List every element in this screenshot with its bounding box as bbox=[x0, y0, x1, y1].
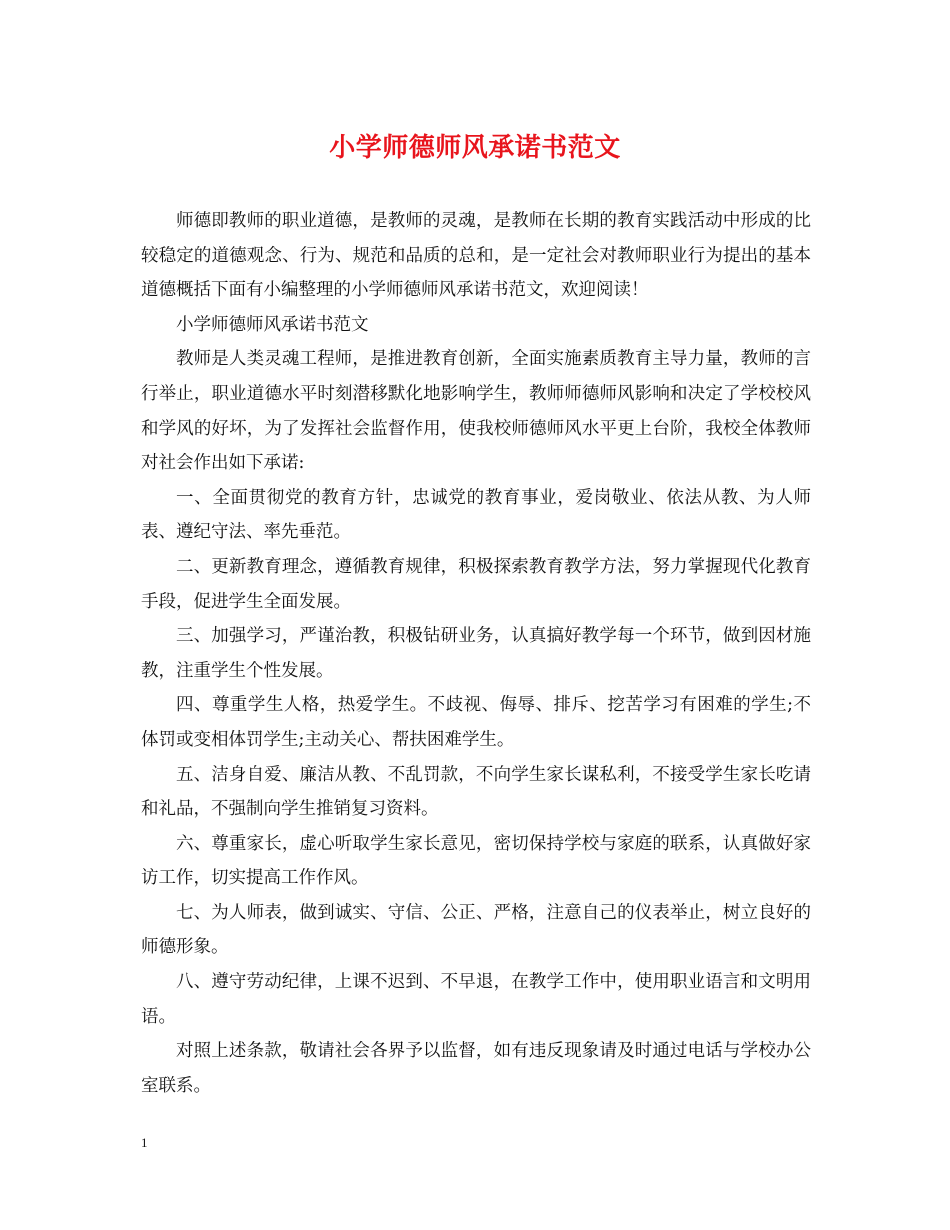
paragraph-item-5: 五、洁身自爱、廉洁从教、不乱罚款，不向学生家长谋私利，不接受学生家长吃请和礼品，不强制向学生推销复习资料。 bbox=[141, 764, 811, 820]
paragraph-preamble: 教师是人类灵魂工程师，是推进教育创新，全面实施素质教育主导力量，教师的言行举止，职业道德水平时刻潜移默化地影响学生，教师师德师风影响和决定了学校校风和学风的好坏，为了发挥社会监督作用，使我校师德师风水平更上台阶，我校全体教师对社会作出如下承诺: bbox=[141, 349, 811, 474]
paragraph-item-2: 二、更新教育理念，遵循教育规律，积极探索教育教学方法，努力掌握现代化教育手段，促进学生全面发展。 bbox=[141, 556, 811, 612]
paragraph-item-1: 一、全面贯彻党的教育方针，忠诚党的教育事业，爱岗敬业、依法从教、为人师表、遵纪守法、率先垂范。 bbox=[141, 487, 811, 543]
paragraph-item-4: 四、尊重学生人格，热爱学生。不歧视、侮辱、排斥、挖苦学习有困难的学生;不体罚或变相体罚学生;主动关心、帮扶困难学生。 bbox=[141, 695, 811, 750]
document-body bbox=[141, 204, 811, 1103]
document-title: 小学师德师风承诺书范文 bbox=[329, 133, 621, 163]
paragraph-subtitle: 小学师德师风承诺书范文 bbox=[176, 314, 369, 335]
paragraph-intro: 师德即教师的职业道德，是教师的灵魂，是教师在长期的教育实践活动中形成的比较稳定的道德观念、行为、规范和品质的总和，是一定社会对教师职业行为提出的基本道德概括下面有小编整理的小学师德师风承诺书范文，欢迎阅读！ bbox=[141, 211, 811, 301]
paragraph-closing: 对照上述条款，敬请社会各界予以监督，如有违反现象请及时通过电话与学校办公室联系。 bbox=[141, 1041, 811, 1096]
page-number: 1 bbox=[141, 1135, 148, 1150]
paragraph-item-7: 七、为人师表，做到诚实、守信、公正、严格，注意自己的仪表举止，树立良好的师德形象。 bbox=[141, 902, 811, 958]
paragraph-item-8: 八、遵守劳动纪律，上课不迟到、不早退，在教学工作中，使用职业语言和文明用语。 bbox=[141, 972, 811, 1027]
paragraph-item-3: 三、加强学习，严谨治教，积极钻研业务，认真搞好教学每一个环节，做到因材施教，注重学生个性发展。 bbox=[141, 626, 811, 681]
paragraph-item-6: 六、尊重家长，虚心听取学生家长意见，密切保持学校与家庭的联系，认真做好家访工作，切实提高工作作风。 bbox=[141, 833, 811, 889]
